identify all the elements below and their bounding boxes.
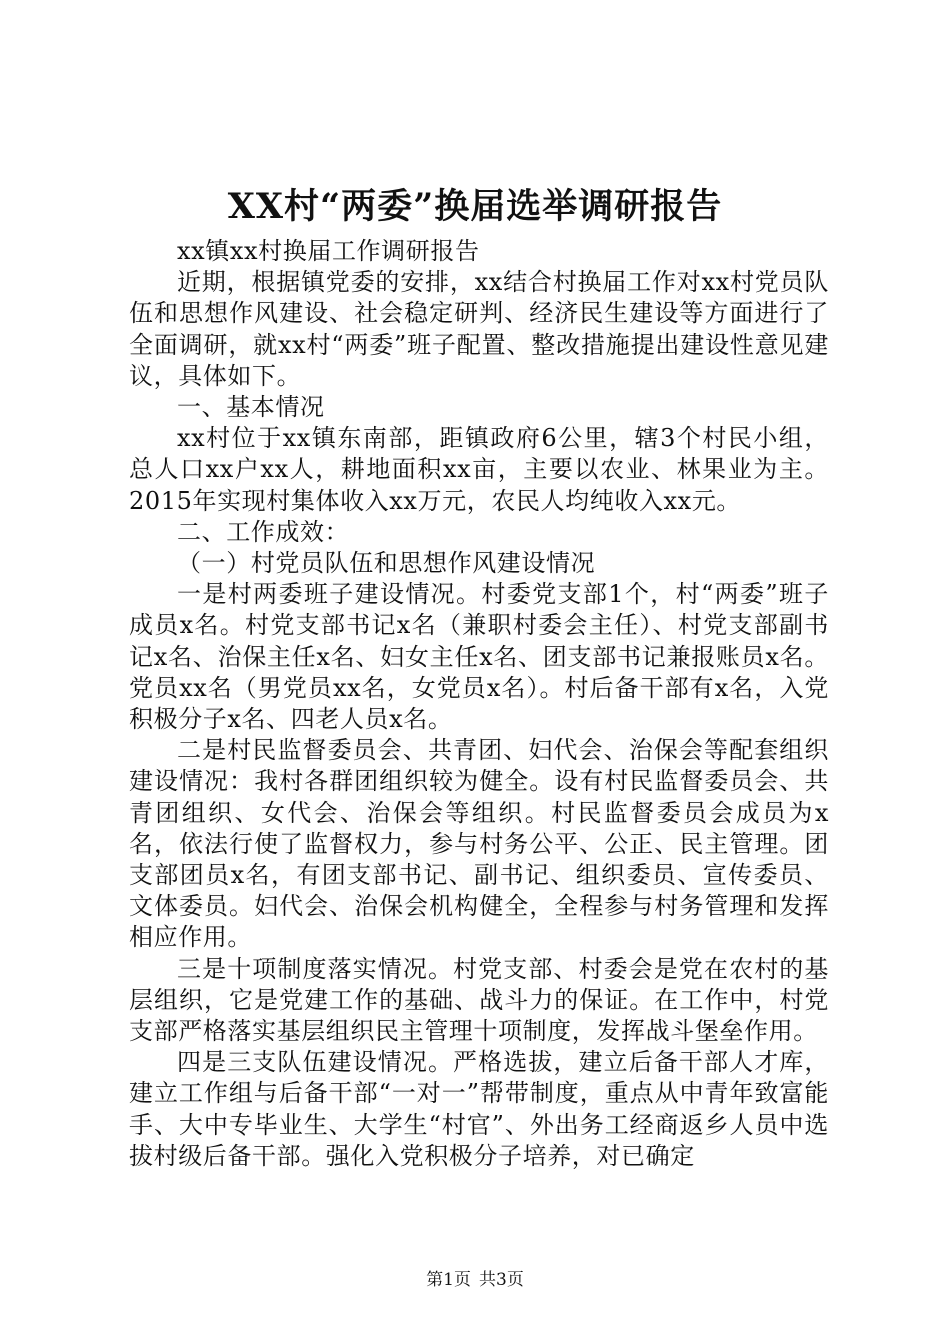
section-heading-results: 二、工作成效：	[177, 517, 350, 546]
page-total: 共3页	[479, 1270, 524, 1290]
page-footer	[0, 1268, 950, 1292]
intro-paragraph: 近期，根据镇党委的安排，xx结合村换届工作对xx村党员队伍和思想作风建设、社会稳定研判、经济民生建设等方面进行了全面调研，就xx村“两委”班子配置、整改措施提出建设性意见建议，具体如下。	[129, 268, 829, 390]
paragraph-item-3: 三是十项制度落实情况。村党支部、村委会是党在农村的基层组织，它是党建工作的基础、战斗力的保证。在工作中，村党支部严格落实基层组织民主管理十项制度，发挥战斗堡垒作用。	[129, 954, 829, 1046]
page-number: 第1页	[426, 1270, 471, 1290]
subsection-heading-party: （一）村党员队伍和思想作风建设情况	[177, 549, 596, 578]
document-body	[129, 236, 829, 1172]
paragraph-item-2: 二是村民监督委员会、共青团、妇代会、治保会等配套组织建设情况：我村各群团组织较为健全。设有村民监督委员会、共青团组织、女代会、治保会等组织。村民监督委员会成员为x名，依法行使了监督权力，参与村务公平、公正、民主管理。团支部团员x名，有团支部书记、副书记、组织委员、宣传委员、文体委员。妇代会、治保会机构健全，全程参与村务管理和发挥相应作用。	[129, 736, 829, 952]
paragraph-item-1: 一是村两委班子建设情况。村委党支部1个，村“两委”班子成员x名。村党支部书记x名（兼职村委会主任）、村党支部副书记x名、治保主任x名、妇女主任x名、团支部书记兼报账员x名。党员xx名（男党员xx名，女党员x名）。村后备干部有x名，入党积极分子x名、四老人员x名。	[129, 580, 829, 734]
section-heading-basic: 一、基本情况	[177, 393, 325, 422]
basic-info-paragraph: xx村位于xx镇东南部，距镇政府6公里，辖3个村民小组，总人口xx户xx人，耕地面积xx亩，主要以农业、林果业为主。2015年实现村集体收入xx万元，农民人均纯收入xx元。	[129, 424, 829, 515]
paragraph-item-4: 四是三支队伍建设情况。严格选拔，建立后备干部人才库，建立工作组与后备干部“一对一”帮带制度，重点从中青年致富能手、大中专毕业生、大学生“村官”、外出务工经商返乡人员中选拔村级后备干部。强化入党积极分子培养，对已确定	[129, 1048, 829, 1170]
document-title: XX村“两委”换届选举调研报告	[227, 186, 723, 227]
subtitle-paragraph: xx镇xx村换届工作调研报告	[177, 237, 480, 265]
